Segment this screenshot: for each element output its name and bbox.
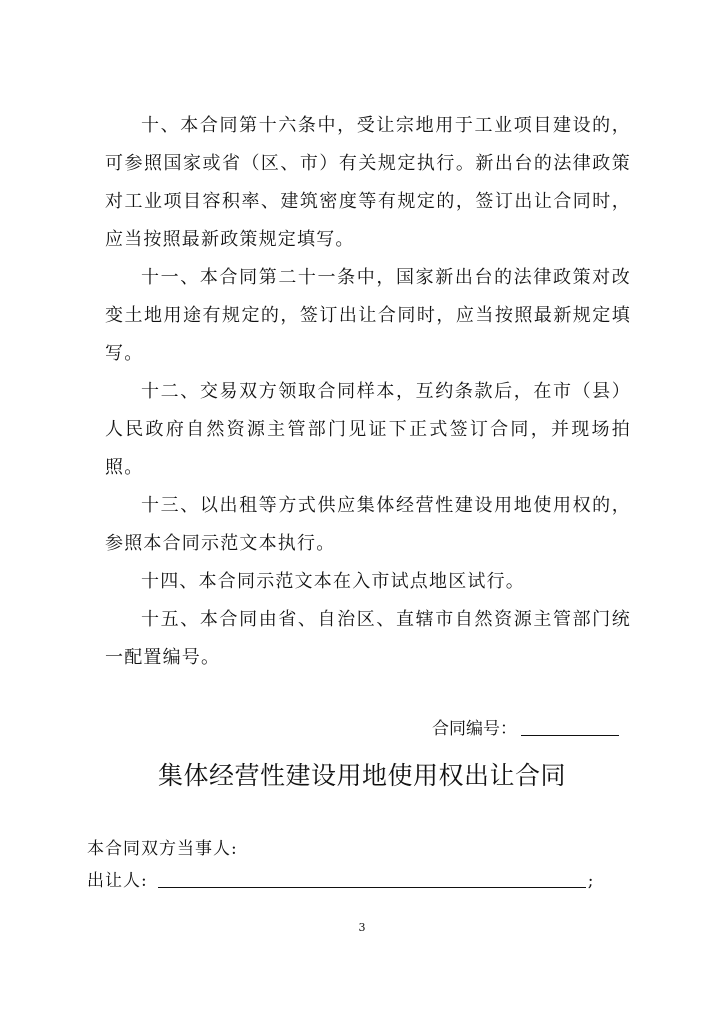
paragraph-10: 十、本合同第十六条中，受让宗地用于工业项目建设的，可参照国家或省（区、市）有关规定执行。新出台的法律政策对工业项目容积率、建筑密度等有规定的，签订出让合同时，应当按照最新政策规定填写。 xyxy=(105,115,631,250)
transferor-field xyxy=(87,868,594,894)
contract-number-field xyxy=(432,716,619,742)
paragraph-12: 十二、交易双方领取合同样本，互约条款后，在市（县）人民政府自然资源主管部门见证下正式签订合同，并现场拍照。 xyxy=(105,381,631,478)
contract-number-blank xyxy=(521,717,619,736)
contract-number-label: 合同编号： xyxy=(432,719,517,739)
parties-label: 本合同双方当事人: xyxy=(87,839,238,859)
contract-title: 集体经营性建设用地使用权出让合同 xyxy=(157,761,566,790)
page-number: 3 xyxy=(358,921,366,934)
paragraph-13: 十三、以出租等方式供应集体经营性建设用地使用权的，参照本合同示范文本执行。 xyxy=(105,495,631,554)
transferor-terminator: ; xyxy=(587,871,595,891)
transferor-label: 出让人: xyxy=(87,871,148,891)
paragraph-11: 十一、本合同第二十一条中，国家新出台的法律政策对改变土地用途有规定的，签订出让合同时，应当按照最新规定填写。 xyxy=(105,267,631,364)
paragraph-15: 十五、本合同由省、自治区、直辖市自然资源主管部门统一配置编号。 xyxy=(105,609,631,668)
paragraph-14: 十四、本合同示范文本在入市试点地区试行。 xyxy=(141,571,525,592)
transferor-blank xyxy=(158,871,586,888)
